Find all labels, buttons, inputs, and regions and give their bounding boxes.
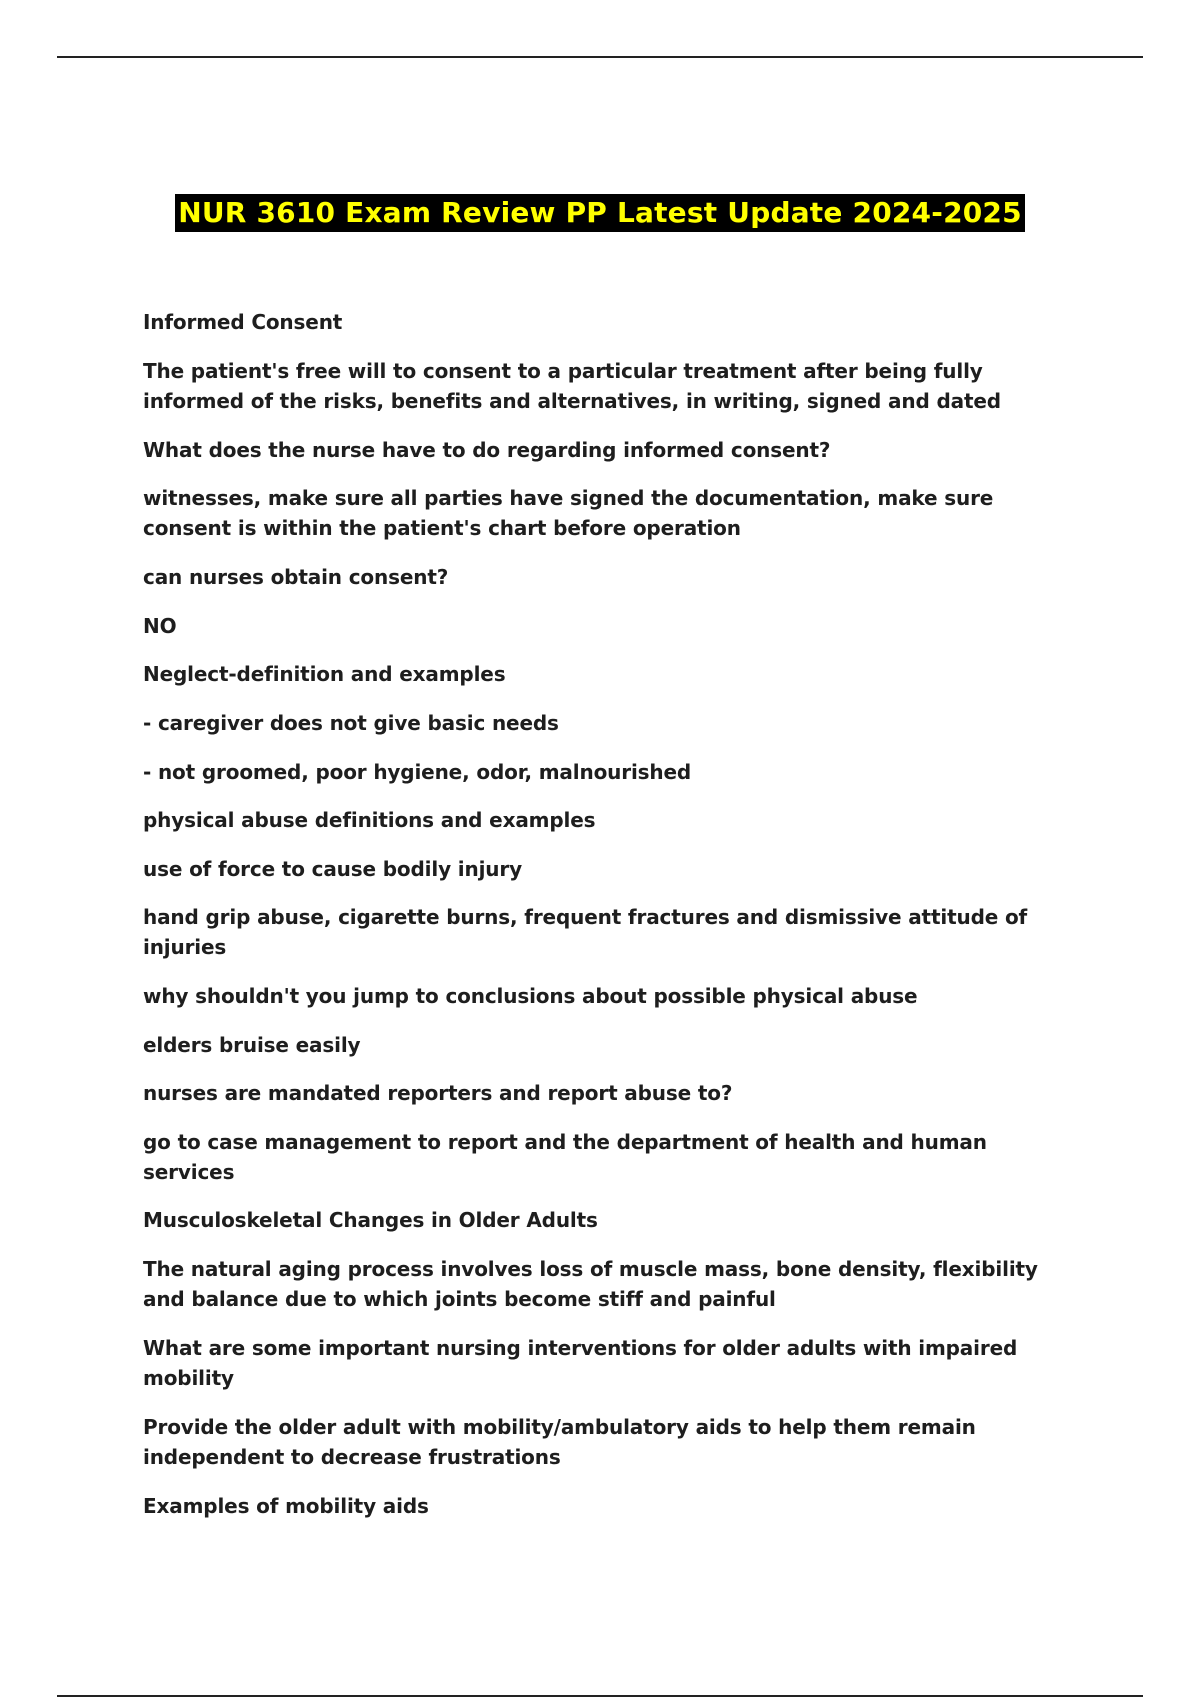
answer-conclusions-abuse: elders bruise easily <box>143 1032 361 1057</box>
definition-musculoskeletal-changes: The natural aging process involves loss of muscle mass, bone density, flexibility and balance due to which joints become stiff and painful <box>143 1256 1038 1311</box>
answer-nurse-consent-role: witnesses, make sure all parties have signed the documentation, make sure consent is within the patient's chart before operation <box>143 486 994 541</box>
physical-abuse-definition: use of force to cause bodily injury <box>143 856 522 881</box>
question-nurses-obtain-consent: can nurses obtain consent? <box>143 565 449 590</box>
answer-mandated-reporters: go to case management to report and the department of health and human services <box>143 1129 987 1184</box>
question-mobility-interventions: What are some important nursing interventions for older adults with impaired mobility <box>143 1335 1018 1390</box>
neglect-point-2: - not groomed, poor hygiene, odor, malnourished <box>143 759 692 784</box>
question-conclusions-abuse: why shouldn't you jump to conclusions about possible physical abuse <box>143 983 918 1008</box>
term-musculoskeletal-changes: Musculoskeletal Changes in Older Adults <box>143 1208 598 1233</box>
question-nurse-consent-role: What does the nurse have to do regarding informed consent? <box>143 437 831 462</box>
title-container <box>0 194 1200 232</box>
physical-abuse-examples: hand grip abuse, cigarette burns, frequent fractures and dismissive attitude of injuries <box>143 905 1028 960</box>
answer-nurses-obtain-consent: NO <box>143 613 177 638</box>
neglect-point-1: - caregiver does not give basic needs <box>143 710 559 735</box>
top-rule <box>57 56 1143 58</box>
term-physical-abuse: physical abuse definitions and examples <box>143 808 596 833</box>
question-mandated-reporters: nurses are mandated reporters and report abuse to? <box>143 1081 733 1106</box>
answer-mobility-interventions: Provide the older adult with mobility/ambulatory aids to help them remain independent to decrease frustrations <box>143 1414 976 1469</box>
document-body <box>143 307 1083 1539</box>
bottom-rule <box>57 1695 1143 1697</box>
term-neglect: Neglect-definition and examples <box>143 662 506 687</box>
term-informed-consent: Informed Consent <box>143 310 343 334</box>
document-title: NUR 3610 Exam Review PP Latest Update 2024-2025 <box>175 194 1025 232</box>
definition-informed-consent: The patient's free will to consent to a particular treatment after being fully informed of the risks, benefits and alternatives, in writing, signed and dated <box>143 358 1001 413</box>
term-mobility-aids: Examples of mobility aids <box>143 1493 429 1518</box>
